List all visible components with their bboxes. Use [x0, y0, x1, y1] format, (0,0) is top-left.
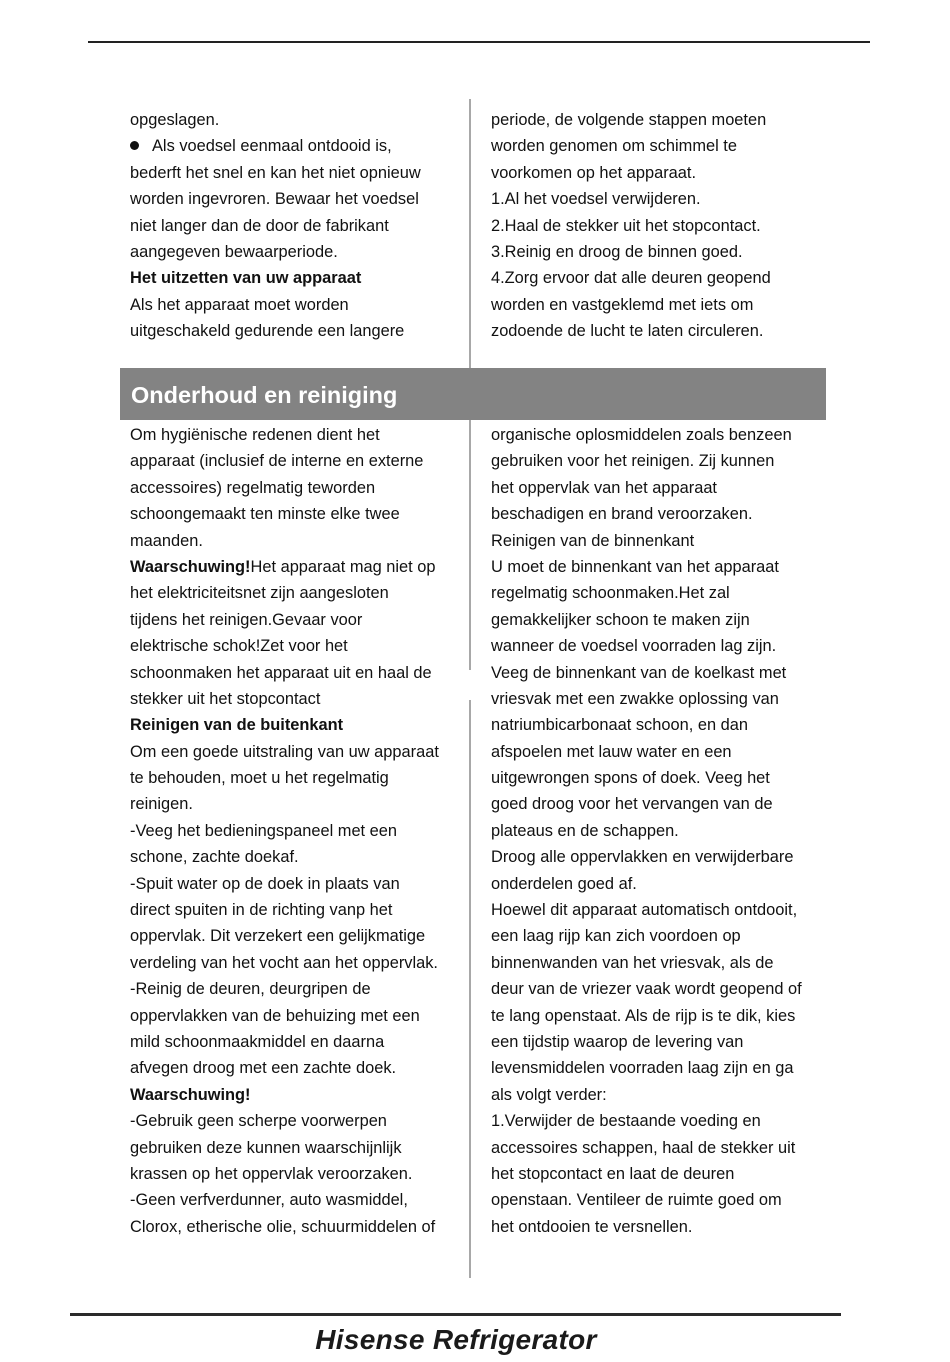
text-line [491, 133, 826, 159]
text-line [130, 660, 460, 686]
line-text: onderdelen goed af. [491, 874, 637, 893]
line-text: 3.Reinig en droog de binnen goed. [491, 242, 743, 261]
line-text: 1.Verwijder de bestaande voeding en [491, 1112, 761, 1131]
text-line [130, 976, 460, 1002]
line-text: -Spuit water op de doek in plaats van [130, 874, 400, 893]
line-text: -Gebruik geen scherpe voorwerpen [130, 1112, 387, 1131]
text-line [491, 501, 826, 527]
bold-text: Waarschuwing! [130, 557, 251, 576]
line-text: deur van de vriezer vaak wordt geopend of [491, 980, 802, 999]
text-line [130, 712, 460, 738]
text-line [491, 292, 826, 318]
text-line [491, 923, 826, 949]
line-text: opgeslagen. [130, 111, 220, 129]
line-text: Reinigen van de binnenkant [491, 531, 695, 550]
line-text: voorkomen op het apparaat. [491, 163, 697, 182]
section-title: Onderhoud en reiniging [131, 382, 398, 408]
bold-text: Reinigen van de buitenkant [130, 716, 344, 735]
footer-brand: Hisense Refrigerator [315, 1324, 597, 1355]
text-line [491, 1055, 826, 1081]
line-text: plateaus en de schappen. [491, 821, 679, 840]
line-text: afvegen droog met een zachte doek. [130, 1059, 397, 1078]
line-text: afspoelen met lauw water en een [491, 742, 732, 761]
text-line [491, 1214, 826, 1240]
text-line [130, 818, 460, 844]
line-text: organische oplosmiddelen zoals benzeen [491, 426, 792, 444]
line-text: aangegeven bewaarperiode. [130, 242, 338, 261]
text-line [130, 318, 460, 344]
line-text: openstaan. Ventileer de ruimte goed om [491, 1191, 782, 1210]
line-text: periode, de volgende stappen moeten [491, 111, 767, 129]
text-line [130, 844, 460, 870]
text-line [491, 607, 826, 633]
text-line [491, 448, 826, 474]
line-text: oppervlakken van de behuizing met een [130, 1006, 420, 1025]
text-line [491, 186, 826, 212]
column-divider [469, 420, 471, 670]
line-text: -Veeg het bedieningspaneel met een [130, 821, 398, 840]
text-line [130, 292, 460, 318]
text-line [491, 265, 826, 291]
text-line [491, 160, 826, 186]
line-text: als volgt verder: [491, 1085, 607, 1104]
line-text: worden en vastgeklemd met iets om [491, 295, 754, 314]
text-line [491, 107, 826, 133]
text-line [130, 213, 460, 239]
bold-text: Het uitzetten van uw apparaat [130, 269, 362, 288]
section2-right-column [491, 422, 826, 1240]
line-text: gemakkelijker schoon te maken zijn [491, 610, 750, 629]
line-text: Veeg de binnenkant van de koelkast met [491, 663, 787, 682]
text-line [491, 844, 826, 870]
text-line [491, 1135, 826, 1161]
text-line [130, 239, 460, 265]
text-line [130, 133, 460, 159]
section-header [120, 368, 826, 420]
text-line [491, 554, 826, 580]
text-line [491, 871, 826, 897]
line-text: niet langer dan de door de fabrikant [130, 216, 389, 235]
line-text: U moet de binnenkant van het apparaat [491, 557, 779, 576]
line-text: Om een goede uitstraling van uw apparaat [130, 742, 439, 761]
text-line [491, 475, 826, 501]
line-text: beschadigen en brand veroorzaken. [491, 505, 753, 524]
line-text: verdeling van het vocht aan het oppervlak. [130, 953, 438, 972]
line-text: goed droog voor het vervangen van de [491, 795, 773, 814]
text-line [130, 1082, 460, 1108]
line-text: Als voedsel eenmaal ontdooid is, [152, 137, 392, 156]
text-line [130, 265, 460, 291]
text-line [130, 422, 460, 448]
text-line [130, 1003, 460, 1029]
text-line [130, 950, 460, 976]
line-text: het elektriciteitsnet zijn aangesloten [130, 584, 389, 603]
text-line [491, 1003, 826, 1029]
line-text: schoongemaakt ten minste elke twee [130, 505, 400, 524]
text-line [491, 1187, 826, 1213]
line-text: krassen op het oppervlak veroorzaken. [130, 1164, 413, 1183]
line-text: mild schoonmaakmiddel en daarna [130, 1032, 385, 1051]
line-text: -Reinig de deuren, deurgripen de [130, 980, 371, 999]
line-text: Hoewel dit apparaat automatisch ontdooit, [491, 901, 798, 920]
line-text: natriumbicarbonaat schoon, en dan [491, 716, 748, 735]
line-text: maanden. [130, 531, 203, 550]
line-text: wanneer de voedsel voorraden lag zijn. [491, 637, 777, 656]
text-line [491, 318, 826, 344]
line-text: Clorox, etherische olie, schuurmiddelen of [130, 1217, 436, 1236]
line-text: elektrische schok!Zet voor het [130, 637, 348, 656]
line-text: 1.Al het voedsel verwijderen. [491, 190, 701, 209]
text-line [130, 580, 460, 606]
text-line [130, 528, 460, 554]
text-line [491, 712, 826, 738]
text-line [491, 1029, 826, 1055]
text-line [130, 633, 460, 659]
line-text: zodoende de lucht te laten circuleren. [491, 322, 764, 341]
line-text: Droog alle oppervlakken en verwijderbare [491, 848, 794, 867]
text-line [130, 607, 460, 633]
text-line [491, 818, 826, 844]
text-line [130, 1029, 460, 1055]
line-text: binnenwanden van het vriesvak, als de [491, 953, 774, 972]
text-line [130, 897, 460, 923]
section1-right-column [491, 107, 826, 345]
line-text: 4.Zorg ervoor dat alle deuren geopend [491, 269, 771, 288]
line-text: oppervlak. Dit verzekert een gelijkmatige [130, 927, 426, 946]
text-line [130, 107, 460, 133]
text-line [491, 213, 826, 239]
column-divider [469, 99, 471, 368]
text-line [130, 448, 460, 474]
line-text: een laag rijp kan zich voordoen op [491, 927, 741, 946]
line-text: stekker uit het stopcontact [130, 689, 321, 708]
line-text: direct spuiten in de richting vanp het [130, 901, 393, 920]
text-line [130, 1108, 460, 1134]
text-line [491, 950, 826, 976]
text-line [491, 739, 826, 765]
text-line [130, 186, 460, 212]
line-text: schoonmaken het apparaat uit en haal de [130, 663, 432, 682]
text-line [130, 871, 460, 897]
line-text: bederft het snel en kan het niet opnieuw [130, 163, 421, 182]
text-line [491, 791, 826, 817]
line-text: vriesvak met een zwakke oplossing van [491, 689, 779, 708]
line-text: gebruiken voor het reinigen. Zij kunnen [491, 452, 775, 471]
top-rule [88, 41, 870, 43]
text-line [130, 475, 460, 501]
text-line [491, 976, 826, 1002]
line-text: regelmatig schoonmaken.Het zal [491, 584, 730, 603]
line-text: uitgeschakeld gedurende een langere [130, 322, 405, 341]
text-line [130, 686, 460, 712]
line-text: levensmiddelen voorraden laag zijn en ga [491, 1059, 794, 1078]
line-text: een tijdstip waarop de levering van [491, 1032, 744, 1051]
line-text: het stopcontact en laat de deuren [491, 1164, 735, 1183]
line-text: Als het apparaat moet worden [130, 295, 349, 314]
line-text: schone, zachte doekaf. [130, 848, 299, 867]
text-line [130, 1187, 460, 1213]
text-line [130, 923, 460, 949]
text-line [130, 1161, 460, 1187]
text-line [130, 1135, 460, 1161]
footer-rule [70, 1313, 841, 1316]
line-text: gebruiken deze kunnen waarschijnlijk [130, 1138, 402, 1157]
line-text: het ontdooien te versnellen. [491, 1217, 693, 1236]
text-line [491, 1161, 826, 1187]
line-text: Het apparaat mag niet op [250, 557, 436, 576]
text-line [130, 160, 460, 186]
text-line [491, 633, 826, 659]
text-line [491, 528, 826, 554]
text-line [130, 791, 460, 817]
section1-left-column [130, 107, 460, 345]
text-line [491, 765, 826, 791]
line-text: uitgewrongen spons of doek. Veeg het [491, 769, 770, 788]
bullet-icon [130, 141, 139, 150]
text-line [491, 686, 826, 712]
line-text: te behouden, moet u het regelmatig [130, 769, 389, 788]
text-line [491, 1108, 826, 1134]
line-text: het oppervlak van het apparaat [491, 478, 717, 497]
text-line [491, 660, 826, 686]
line-text: accessoires schappen, haal de stekker uit [491, 1138, 796, 1157]
text-line [130, 1055, 460, 1081]
text-line [491, 239, 826, 265]
text-line [130, 1214, 460, 1240]
text-line [491, 1082, 826, 1108]
text-line [130, 554, 460, 580]
line-text: 2.Haal de stekker uit het stopcontact. [491, 216, 761, 235]
text-line [130, 739, 460, 765]
column-divider [469, 700, 471, 1278]
text-line [491, 897, 826, 923]
line-text: worden ingevroren. Bewaar het voedsel [130, 190, 419, 209]
line-text: apparaat (inclusief de interne en externe [130, 452, 424, 471]
text-line [130, 765, 460, 791]
line-text: Om hygiënische redenen dient het [130, 426, 380, 444]
line-text: tijdens het reinigen.Gevaar voor [130, 610, 363, 629]
bold-text: Waarschuwing! [130, 1085, 251, 1104]
section2-left-column [130, 422, 460, 1240]
line-text: reinigen. [130, 795, 193, 814]
text-line [491, 580, 826, 606]
text-line [491, 422, 826, 448]
line-text: te lang openstaat. Als de rijp is te dik, kies [491, 1006, 796, 1025]
line-text: -Geen verfverdunner, auto wasmiddel, [130, 1191, 408, 1210]
line-text: accessoires) regelmatig teworden [130, 478, 376, 497]
line-text: worden genomen om schimmel te [491, 137, 737, 156]
text-line [130, 501, 460, 527]
